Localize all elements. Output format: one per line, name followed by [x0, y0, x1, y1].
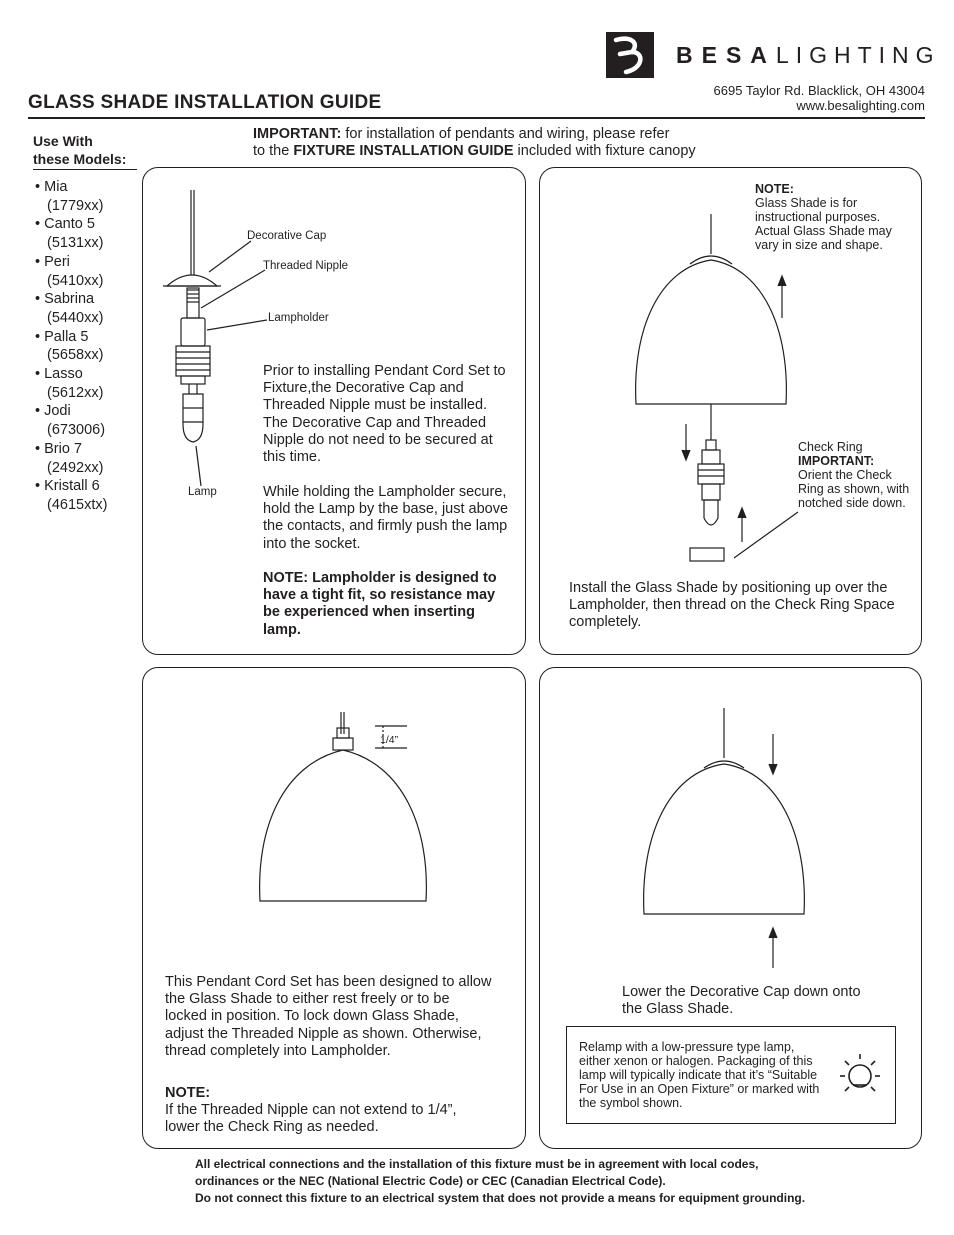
brand-name-bold: BESA [676, 42, 776, 68]
step-panel-lamp [142, 167, 526, 655]
open-fixture-symbol-icon [835, 1049, 885, 1099]
model-name: • Palla 5 [35, 329, 88, 345]
electrical-code-notice [195, 1156, 895, 1207]
model-code: (2492xx) [47, 459, 104, 476]
list-item [35, 365, 107, 402]
model-code: (5440xx) [47, 309, 104, 326]
address-line: 6695 Taylor Rd. Blacklick, OH 43004 [713, 83, 925, 98]
page-title: GLASS SHADE INSTALLATION GUIDE [28, 92, 382, 113]
nipple-adjust-diagram [143, 668, 525, 1148]
model-name: • Kristall 6 [35, 478, 100, 494]
label-lamp: Lamp [188, 486, 217, 498]
important-text: included with fixture canopy [513, 143, 696, 159]
instruction-paragraph: This Pendant Cord Set has been designed to allow the Glass Shade to either rest freely or to be locked in position. To lock down Glass Shade, adjust the Threaded Nipple as shown. Otherwise, thread completely into Lampholder. [165, 974, 492, 1059]
model-code: (5612xx) [47, 384, 104, 401]
label-decorative-cap: Decorative Cap [247, 230, 327, 242]
instruction-paragraph: Lower the Decorative Cap down onto the Glass Shade. [622, 984, 861, 1018]
shade-note-text: Glass Shade is for instructional purposes. Actual Glass Shade may vary in size and shape. [755, 196, 892, 252]
instruction-paragraph: Install the Glass Shade by positioning up over the Lampholder, then thread on the Check Ring Space completely. [569, 580, 895, 631]
shade-note-label: NOTE: [755, 182, 794, 196]
besa-logo-mark [606, 32, 654, 78]
website: www.besalighting.com [796, 98, 925, 113]
nipple-note-text: If the Threaded Nipple can not extend to 1/4”, lower the Check Ring as needed. [165, 1102, 457, 1136]
models-heading-line1: Use With [33, 133, 93, 149]
list-item [35, 477, 107, 514]
important-label: IMPORTANT: [253, 126, 342, 142]
important-text: to the [253, 143, 294, 159]
instruction-paragraph: Prior to installing Pendant Cord Set to Fixture,the Decorative Cap and Threaded Nipple must be installed. The Decorative Cap and Threaded Nipple do not need to be secured at this time. [263, 363, 506, 466]
list-item [35, 178, 107, 215]
footer-line: Do not connect this fixture to an electrical system that does not provide a means for equipment grounding. [195, 1191, 806, 1205]
check-ring-note [798, 440, 918, 510]
model-code: (5131xx) [47, 235, 104, 252]
important-text: for installation of pendants and wiring, please refer [341, 126, 670, 142]
footer-line: ordinances or the NEC (National Electric Code) or CEC (Canadian Electrical Code). [195, 1174, 666, 1188]
model-name: • Peri [35, 254, 70, 270]
model-name: • Lasso [35, 366, 83, 382]
instruction-paragraph: While holding the Lampholder secure, hold the Lamp by the base, just above the contacts, and firmly push the lamp into the socket. [263, 484, 509, 552]
lampholder-note: NOTE: Lampholder is designed to have a tight fit, so resistance may be experienced when inserting lamp. [263, 570, 497, 638]
brand-wordmark [676, 42, 941, 69]
models-heading [33, 132, 137, 170]
important-note [253, 126, 773, 160]
model-code: (5410xx) [47, 272, 104, 289]
list-item [35, 328, 107, 365]
quarter-inch-measure: 1/4” [380, 734, 399, 746]
title-rule [28, 117, 925, 119]
list-item [35, 215, 107, 252]
shade-note [755, 182, 915, 252]
model-code: (4615xtx) [47, 496, 108, 513]
models-list [35, 178, 107, 515]
model-code: (5658xx) [47, 347, 104, 364]
check-ring-text: Orient the Check Ring as shown, with notched side down. [798, 468, 910, 510]
model-code: (1779xx) [47, 197, 104, 214]
company-address [714, 83, 925, 113]
model-name: • Mia [35, 179, 67, 195]
models-heading-line2: these Models: [33, 151, 127, 167]
brand-name-light: LIGHTING [775, 42, 941, 68]
nipple-note-label: NOTE: [165, 1085, 211, 1101]
list-item [35, 290, 107, 327]
footer-line: All electrical connections and the installation of this fixture must be in agreement with local codes, [195, 1157, 759, 1171]
list-item [35, 440, 107, 477]
nipple-note [165, 1085, 495, 1137]
model-name: • Canto 5 [35, 216, 95, 232]
relamp-text: Relamp with a low-pressure type lamp, either xenon or halogen. Packaging of this lamp will typically indicate that it’s “Suitable For Use in an Open Fixture” or marked with the symbol shown. [579, 1040, 820, 1110]
relamp-notice [566, 1026, 896, 1124]
model-name: • Jodi [35, 403, 71, 419]
model-name: • Brio 7 [35, 441, 82, 457]
check-ring-label: Check Ring [798, 440, 863, 454]
model-code: (673006) [47, 422, 106, 439]
check-ring-important: IMPORTANT: [798, 454, 875, 468]
b-logo-icon [606, 32, 654, 78]
list-item [35, 402, 107, 439]
list-item [35, 253, 107, 290]
fixture-guide-ref: FIXTURE INSTALLATION GUIDE [293, 143, 514, 159]
label-lampholder: Lampholder [268, 312, 329, 324]
model-name: • Sabrina [35, 291, 94, 307]
step-panel-shade [539, 167, 922, 655]
label-threaded-nipple: Threaded Nipple [263, 260, 349, 272]
step-panel-lock [142, 667, 526, 1149]
